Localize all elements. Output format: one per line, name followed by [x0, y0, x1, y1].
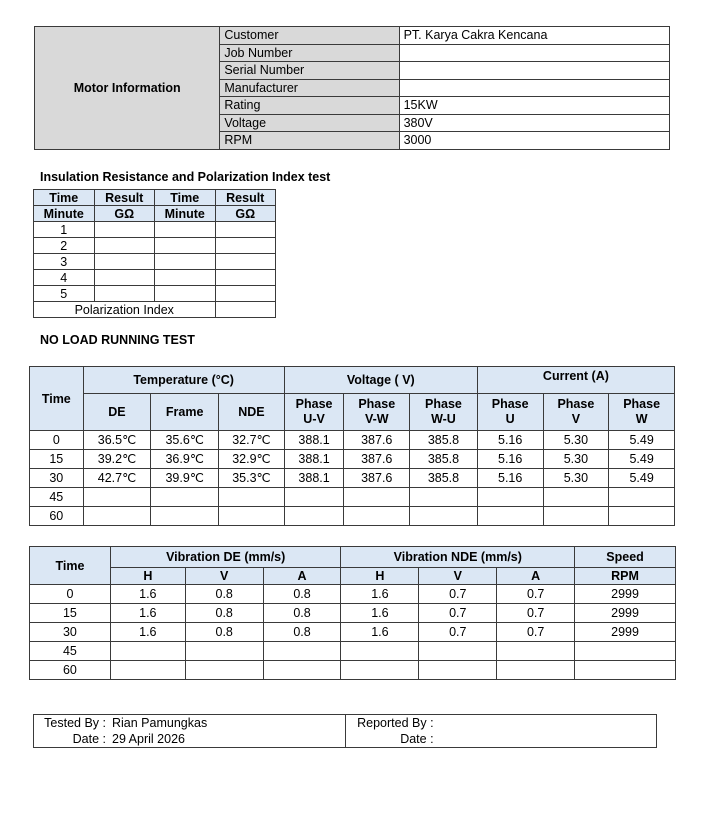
polarization-index-value	[215, 302, 276, 318]
vib-cell: 0.8	[263, 604, 341, 623]
vib-sub-header: V	[185, 568, 263, 585]
reported-by-label: Reported By :	[357, 716, 434, 730]
ir-cell	[215, 222, 276, 238]
run-cell: 5.16	[477, 450, 543, 469]
tested-by-value: Rian Pamungkas	[112, 716, 208, 730]
header-line: V	[571, 412, 581, 426]
run-cell	[410, 507, 478, 526]
run-row	[30, 507, 675, 526]
run-cell: 39.9℃	[151, 469, 219, 488]
motor-label: Serial Number	[220, 62, 399, 80]
run-cell	[219, 488, 285, 507]
ir-header: Time	[34, 190, 95, 206]
vib-time: 60	[30, 661, 111, 680]
vib-row	[30, 623, 676, 642]
temperature-group-header: Temperature (°C)	[83, 367, 284, 394]
run-time: 30	[30, 469, 84, 488]
motor-value	[399, 62, 669, 80]
run-cell: 42.7℃	[83, 469, 151, 488]
polarization-index-label: Polarization Index	[34, 302, 216, 318]
vib-cell	[575, 661, 676, 680]
run-row	[30, 488, 675, 507]
vib-row	[30, 585, 676, 604]
vib-cell: 0.7	[497, 604, 575, 623]
ir-minute: 5	[34, 286, 95, 302]
motor-label: Voltage	[220, 114, 399, 132]
vib-time: 30	[30, 623, 111, 642]
run-cell	[410, 488, 478, 507]
motor-label: RPM	[220, 132, 399, 150]
vib-cell	[185, 661, 263, 680]
ir-cell	[94, 286, 154, 302]
motor-information-table	[34, 26, 670, 150]
run-time: 45	[30, 488, 84, 507]
ir-header: Minute	[154, 206, 215, 222]
voltage-col-header	[344, 394, 410, 431]
run-time: 15	[30, 450, 84, 469]
vib-cell: 2999	[575, 604, 676, 623]
insulation-table	[33, 189, 276, 318]
current-group-header: Current (A)	[477, 367, 674, 394]
run-cell: 32.9℃	[219, 450, 285, 469]
vib-cell: 0.8	[185, 604, 263, 623]
run-cell: 388.1	[284, 469, 344, 488]
run-cell: 385.8	[410, 431, 478, 450]
motor-label: Manufacturer	[220, 79, 399, 97]
no-load-running-table	[29, 366, 675, 526]
ir-minute: 2	[34, 238, 95, 254]
ir-cell	[94, 254, 154, 270]
run-cell: 5.16	[477, 431, 543, 450]
ir-row	[34, 270, 276, 286]
vibration-nde-header: Vibration NDE (mm/s)	[341, 547, 575, 568]
ir-row	[34, 238, 276, 254]
ir-header: GΩ	[215, 206, 276, 222]
run-cell: 387.6	[344, 469, 410, 488]
vib-cell: 0.8	[185, 623, 263, 642]
tested-by-block	[34, 715, 346, 748]
motor-value	[399, 44, 669, 62]
vib-cell	[419, 642, 497, 661]
run-row	[30, 450, 675, 469]
temp-col-header: NDE	[219, 394, 285, 431]
ir-cell	[94, 238, 154, 254]
vib-time: 0	[30, 585, 111, 604]
run-cell	[609, 488, 675, 507]
run-cell: 5.30	[543, 469, 609, 488]
ir-cell	[94, 222, 154, 238]
ir-cell	[215, 254, 276, 270]
run-cell	[151, 507, 219, 526]
vib-cell	[575, 642, 676, 661]
vib-cell: 0.8	[263, 585, 341, 604]
header-line: Phase	[557, 397, 595, 411]
ir-header: Result	[215, 190, 276, 206]
ir-minute: 1	[34, 222, 95, 238]
vib-time-header: Time	[30, 547, 111, 585]
run-cell: 387.6	[344, 450, 410, 469]
vib-row	[30, 604, 676, 623]
run-time: 60	[30, 507, 84, 526]
vib-cell	[110, 661, 185, 680]
ir-cell	[154, 238, 215, 254]
tested-date-label: Date :	[72, 732, 106, 746]
no-load-test-title: NO LOAD RUNNING TEST	[40, 333, 195, 347]
ir-cell	[154, 222, 215, 238]
tested-date-value: 29 April 2026	[112, 732, 185, 746]
speed-header: Speed	[575, 547, 676, 568]
ir-row	[34, 286, 276, 302]
run-cell: 5.49	[609, 431, 675, 450]
vib-cell: 0.7	[497, 585, 575, 604]
motor-value: 15KW	[399, 97, 669, 115]
vib-row	[30, 661, 676, 680]
vib-sub-header: RPM	[575, 568, 676, 585]
run-cell	[609, 507, 675, 526]
motor-value	[399, 79, 669, 97]
vib-sub-header: V	[419, 568, 497, 585]
vib-sub-header: H	[341, 568, 419, 585]
run-cell	[219, 507, 285, 526]
run-cell: 5.30	[543, 450, 609, 469]
vib-cell	[263, 642, 341, 661]
ir-header: Time	[154, 190, 215, 206]
current-col-header	[477, 394, 543, 431]
vib-cell: 1.6	[110, 585, 185, 604]
insulation-test-title: Insulation Resistance and Polarization Index test	[40, 170, 331, 184]
vib-cell	[263, 661, 341, 680]
run-cell	[284, 488, 344, 507]
ir-row	[34, 222, 276, 238]
run-cell	[344, 488, 410, 507]
header-line: U	[505, 412, 515, 426]
run-cell: 5.49	[609, 450, 675, 469]
voltage-group-header: Voltage ( V)	[284, 367, 477, 394]
run-cell: 387.6	[344, 431, 410, 450]
ir-cell	[154, 254, 215, 270]
run-cell: 5.16	[477, 469, 543, 488]
vib-row	[30, 642, 676, 661]
ir-header: Minute	[34, 206, 95, 222]
ir-header: Result	[94, 190, 154, 206]
vib-cell	[419, 661, 497, 680]
run-cell: 5.30	[543, 431, 609, 450]
run-cell: 385.8	[410, 450, 478, 469]
ir-cell	[154, 286, 215, 302]
vib-cell: 0.8	[263, 623, 341, 642]
motor-value: 3000	[399, 132, 669, 150]
run-cell: 5.49	[609, 469, 675, 488]
vib-cell: 2999	[575, 585, 676, 604]
run-cell: 36.5℃	[83, 431, 151, 450]
run-cell	[83, 507, 151, 526]
vib-time: 45	[30, 642, 111, 661]
run-cell	[543, 488, 609, 507]
header-line: W-U	[431, 412, 456, 426]
run-cell	[83, 488, 151, 507]
vib-sub-header: H	[110, 568, 185, 585]
vib-cell: 0.7	[419, 623, 497, 642]
vib-cell: 0.7	[497, 623, 575, 642]
ir-cell	[94, 270, 154, 286]
vib-cell: 1.6	[341, 585, 419, 604]
vibration-de-header: Vibration DE (mm/s)	[110, 547, 341, 568]
header-line: U-V	[303, 412, 325, 426]
header-line: Phase	[295, 397, 333, 411]
run-cell	[151, 488, 219, 507]
reported-date-label: Date :	[400, 732, 434, 746]
vib-time: 15	[30, 604, 111, 623]
motor-value: PT. Karya Cakra Kencana	[399, 27, 669, 45]
run-cell: 385.8	[410, 469, 478, 488]
run-time: 0	[30, 431, 84, 450]
run-cell: 39.2℃	[83, 450, 151, 469]
run-cell: 35.6℃	[151, 431, 219, 450]
run-cell: 388.1	[284, 450, 344, 469]
run-cell	[543, 507, 609, 526]
vib-cell: 1.6	[341, 623, 419, 642]
vib-cell	[185, 642, 263, 661]
signature-table	[33, 714, 657, 748]
ir-minute: 4	[34, 270, 95, 286]
vib-cell: 0.7	[419, 585, 497, 604]
header-line: Phase	[358, 397, 396, 411]
voltage-col-header	[284, 394, 344, 431]
temp-col-header: DE	[83, 394, 151, 431]
vib-cell: 0.7	[419, 604, 497, 623]
vib-cell: 1.6	[341, 604, 419, 623]
run-cell	[344, 507, 410, 526]
motor-label: Rating	[220, 97, 399, 115]
vib-cell: 0.8	[185, 585, 263, 604]
vibration-table	[29, 546, 676, 680]
run-cell	[284, 507, 344, 526]
run-cell: 388.1	[284, 431, 344, 450]
run-cell: 32.7℃	[219, 431, 285, 450]
vib-sub-header: A	[263, 568, 341, 585]
run-time-header: Time	[30, 367, 84, 431]
temp-col-header: Frame	[151, 394, 219, 431]
vib-cell	[497, 642, 575, 661]
run-cell: 36.9℃	[151, 450, 219, 469]
current-col-header	[543, 394, 609, 431]
vib-sub-header: A	[497, 568, 575, 585]
ir-minute: 3	[34, 254, 95, 270]
motor-label: Job Number	[220, 44, 399, 62]
current-col-header	[609, 394, 675, 431]
motor-information-header: Motor Information	[35, 27, 220, 150]
vib-cell	[341, 642, 419, 661]
header-line: V-W	[364, 412, 389, 426]
ir-row	[34, 254, 276, 270]
motor-label: Customer	[220, 27, 399, 45]
run-cell	[477, 488, 543, 507]
run-row	[30, 469, 675, 488]
reported-by-block	[345, 715, 656, 748]
tested-by-label: Tested By :	[44, 716, 106, 730]
vib-cell	[110, 642, 185, 661]
ir-cell	[215, 238, 276, 254]
ir-header: GΩ	[94, 206, 154, 222]
run-cell	[477, 507, 543, 526]
run-row	[30, 431, 675, 450]
run-cell: 35.3℃	[219, 469, 285, 488]
vib-cell	[341, 661, 419, 680]
vib-cell	[497, 661, 575, 680]
ir-cell	[215, 286, 276, 302]
motor-value: 380V	[399, 114, 669, 132]
voltage-col-header	[410, 394, 478, 431]
header-line: Phase	[623, 397, 661, 411]
vib-cell: 1.6	[110, 623, 185, 642]
ir-cell	[154, 270, 215, 286]
header-line: W	[635, 412, 648, 426]
header-line: Phase	[491, 397, 529, 411]
header-line: Phase	[425, 397, 462, 411]
ir-cell	[215, 270, 276, 286]
vib-cell: 2999	[575, 623, 676, 642]
vib-cell: 1.6	[110, 604, 185, 623]
